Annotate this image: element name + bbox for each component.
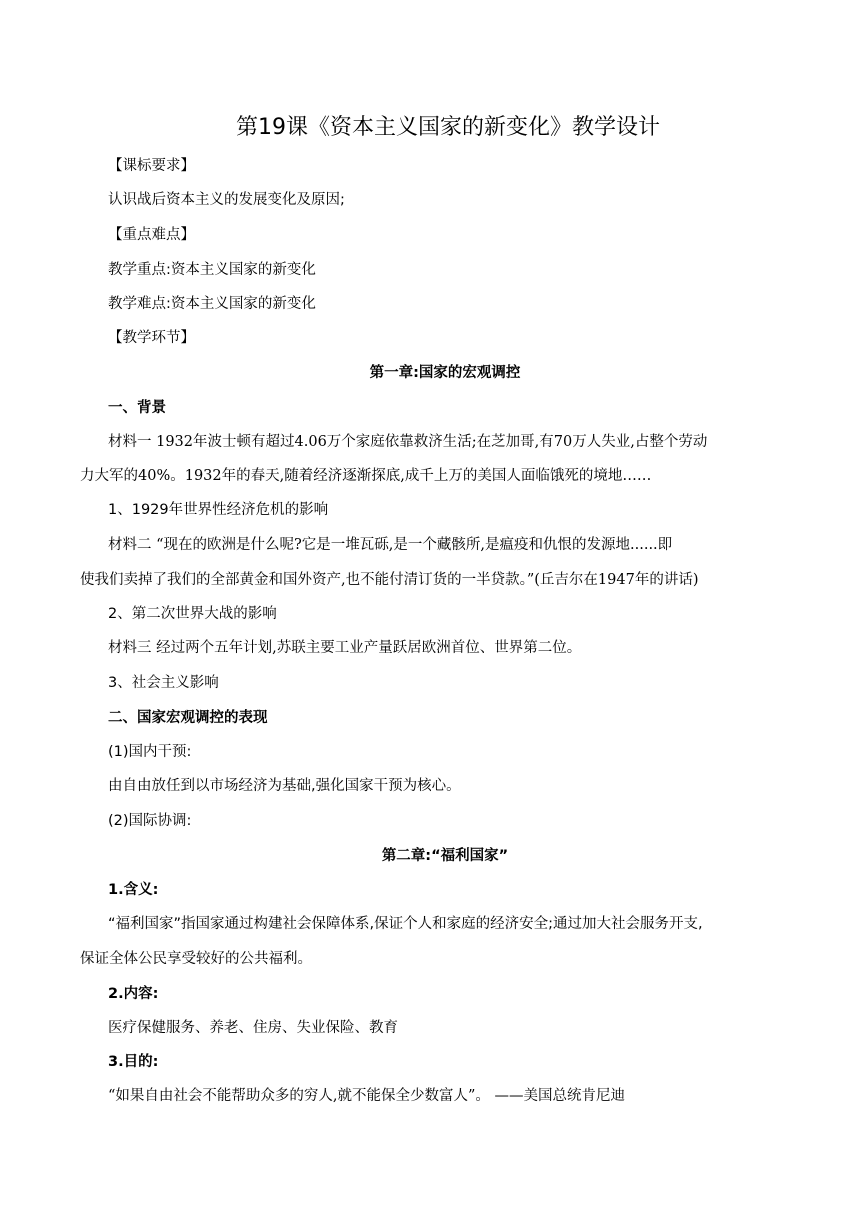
subsection-2: (2)国际协调: <box>108 813 192 829</box>
key-focus: 教学重点:资本主义国家的新变化 <box>108 262 316 278</box>
content-text: 医疗保健服务、养老、住房、失业保险、教育 <box>108 1020 398 1036</box>
material-1-line-1: 材料一 1932年波士顿有超过4.06万个家庭依靠救济生活;在芝加哥,有70万人失业,占整个劳动 <box>108 434 708 450</box>
chapter-2-title: 第二章:“福利国家” <box>381 848 509 864</box>
std-heading: 【课标要求】 <box>108 158 195 174</box>
key-heading: 【重点难点】 <box>108 227 195 243</box>
key-difficulty: 教学难点:资本主义国家的新变化 <box>108 296 316 312</box>
material-2-line-1: 材料二 “现在的欧洲是什么呢?它是一堆瓦砾,是一个藏骸所,是瘟疫和仇恨的发源地......即 <box>108 537 673 553</box>
heading-content: 2.内容: <box>108 986 159 1002</box>
section-1-heading: 一、背景 <box>108 400 166 416</box>
std-text: 认识战后资本主义的发展变化及原因; <box>108 192 345 208</box>
heading-purpose: 3.目的: <box>108 1054 159 1070</box>
subsection-1: (1)国内干预: <box>108 744 192 760</box>
material-3: 材料三 经过两个五年计划,苏联主要工业产量跃居欧洲首位、世界第二位。 <box>108 640 582 656</box>
material-1-line-2: 力大军的40%。1932年的春天,随着经济逐渐探底,成千上万的美国人面临饿死的境地…… <box>80 468 652 484</box>
section-2-heading: 二、国家宏观调控的表现 <box>108 710 268 726</box>
steps-heading: 【教学环节】 <box>108 330 195 346</box>
material-2-line-2: 使我们卖掉了我们的全部黄金和国外资产,也不能付清订货的一半贷款。”(丘吉尔在1947年的讲话) <box>80 572 699 588</box>
chapter-1-title: 第一章:国家的宏观调控 <box>369 365 521 381</box>
kennedy-quote: “如果自由社会不能帮助众多的穷人,就不能保全少数富人”。 ——美国总统肯尼迪 <box>108 1088 626 1104</box>
point-3: 3、社会主义影响 <box>108 675 219 691</box>
point-2: 2、第二次世界大战的影响 <box>108 606 277 622</box>
meaning-line-1: “福利国家”指国家通过构建社会保障体系,保证个人和家庭的经济安全;通过加大社会服务开支, <box>108 916 703 932</box>
doc-title: 第19课《资本主义国家的新变化》教学设计 <box>236 115 660 140</box>
point-1: 1、1929年世界性经济危机的影响 <box>108 502 329 518</box>
meaning-line-2: 保证全体公民享受较好的公共福利。 <box>80 951 312 967</box>
subsection-1-text: 由自由放任到以市场经济为基础,强化国家干预为核心。 <box>108 778 461 794</box>
heading-meaning: 1.含义: <box>108 882 159 898</box>
